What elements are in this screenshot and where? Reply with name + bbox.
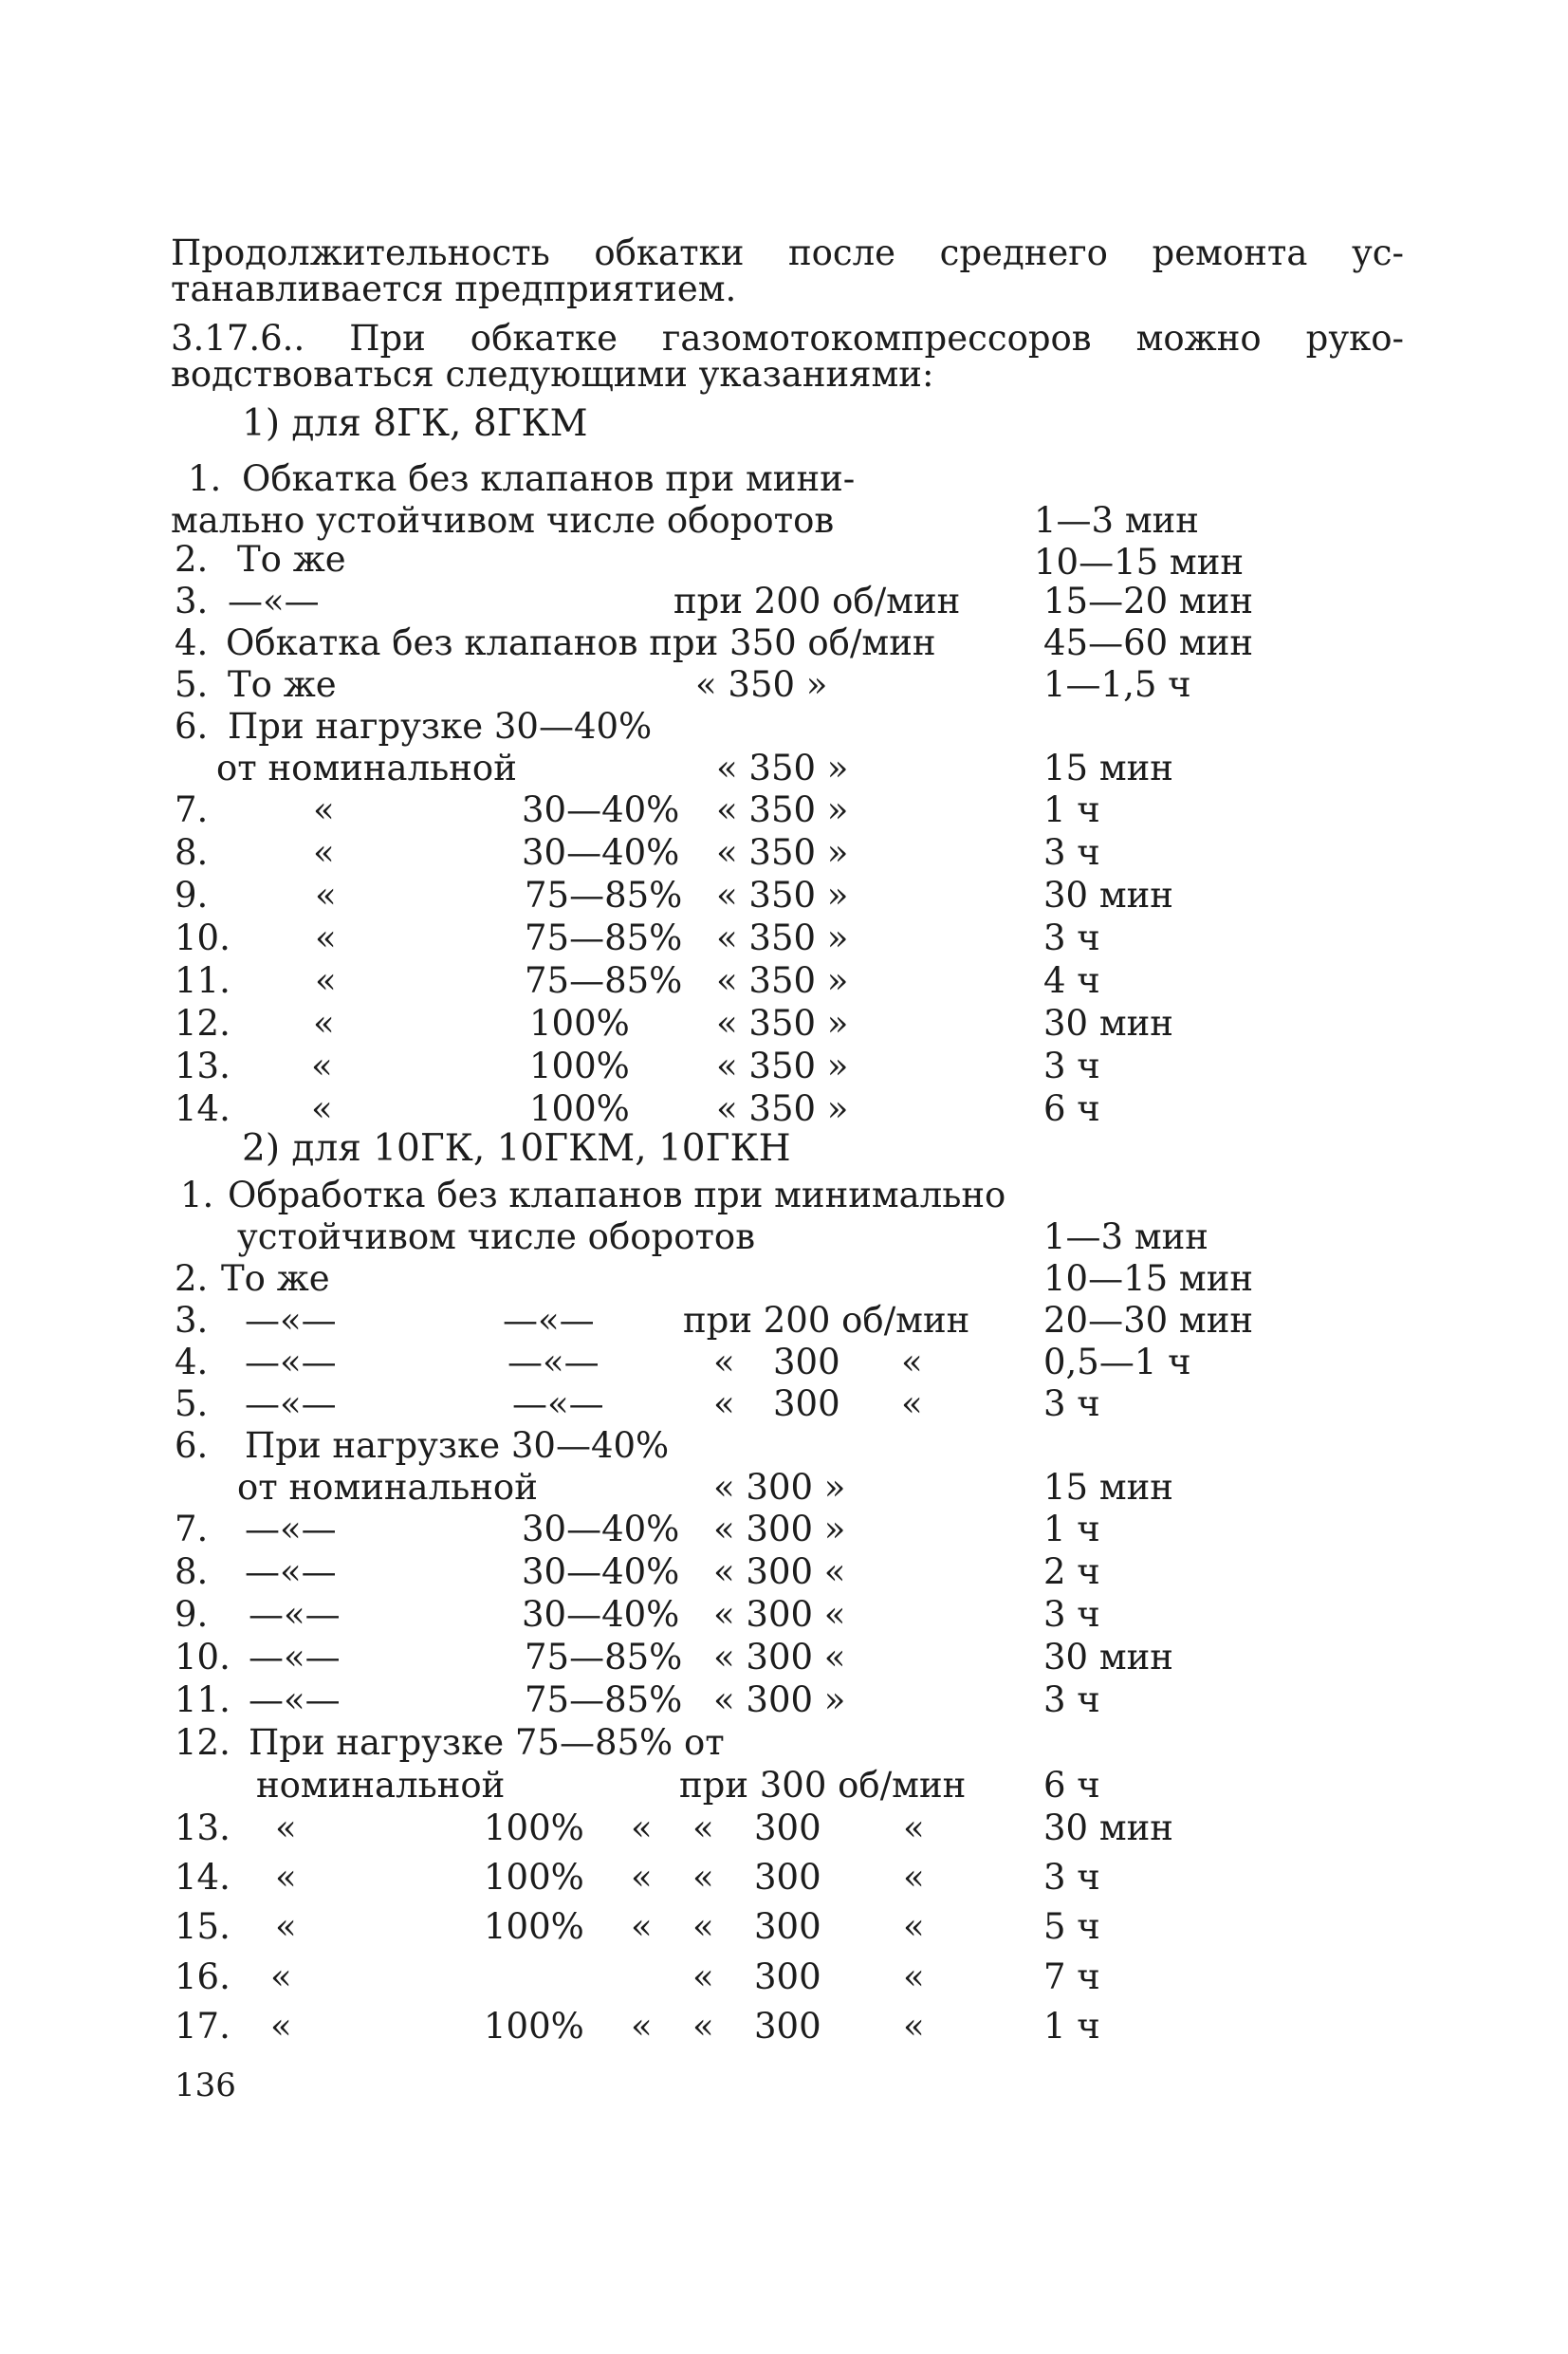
- row-ditto: —«—: [249, 1594, 341, 1635]
- row-time: 1 ч: [1043, 2006, 1100, 2047]
- intro-line: Продолжительность обкатки после среднего ремонта ус-: [171, 232, 1404, 273]
- row-rpm: « 350 »: [716, 789, 849, 830]
- row-load: 100%: [529, 1046, 630, 1086]
- row-load: 30—40%: [522, 1594, 680, 1635]
- row-time: 3 ч: [1043, 1046, 1100, 1086]
- row-description-cont: номинальной: [256, 1765, 506, 1806]
- row-quote-close: «: [903, 1807, 925, 1848]
- row-ditto: «: [313, 1003, 335, 1044]
- row-ditto: «: [315, 918, 337, 958]
- row-number: 9.: [175, 1594, 209, 1635]
- row-load: 75—85%: [525, 1679, 683, 1720]
- row-rpm: « 300 »: [713, 1679, 846, 1720]
- row-quote-open: «: [692, 2006, 714, 2047]
- row-rpm: 300: [754, 1906, 821, 1947]
- row-rpm: 300: [754, 1956, 821, 1997]
- row-rpm: « 350 »: [716, 918, 849, 958]
- row-rpm: « 350 »: [716, 832, 849, 873]
- row-number: 4.: [175, 1342, 209, 1382]
- row-ditto: «: [311, 1046, 333, 1086]
- row-description: При нагрузке 75—85% от: [249, 1722, 725, 1763]
- row-time: 1—1,5 ч: [1043, 664, 1191, 705]
- row-number: 3.: [175, 581, 209, 621]
- row-ditto: —«—: [503, 1300, 595, 1341]
- row-number: 16.: [175, 1956, 231, 1997]
- row-number: 5.: [175, 1383, 209, 1424]
- row-quote-close: «: [903, 1857, 925, 1898]
- row-time: 7 ч: [1043, 1956, 1100, 1997]
- row-load: 100%: [484, 1857, 584, 1898]
- row-time: 3 ч: [1043, 1594, 1100, 1635]
- row-time: 3 ч: [1043, 1383, 1100, 1424]
- row-time: 15—20 мин: [1043, 581, 1254, 621]
- row-number: 17.: [175, 2006, 231, 2047]
- row-quote-mid: «: [631, 1807, 653, 1848]
- row-quote-mid: «: [631, 1857, 653, 1898]
- row-time: 1 ч: [1043, 789, 1100, 830]
- row-quote-mid: «: [631, 1906, 653, 1947]
- row-number: 1.: [188, 458, 222, 499]
- row-rpm: « 350 »: [716, 1046, 849, 1086]
- row-ditto: —«—: [245, 1300, 337, 1341]
- row-number: 12.: [175, 1722, 231, 1763]
- row-ditto: «: [270, 1956, 292, 1997]
- row-rpm: « 300 »: [713, 1467, 846, 1508]
- row-rpm: « 350 »: [695, 664, 828, 705]
- row-time: 5 ч: [1043, 1906, 1100, 1947]
- row-ditto: —«—: [245, 1383, 337, 1424]
- row-rpm: « 300 «: [713, 1594, 846, 1635]
- row-time: 3 ч: [1043, 1679, 1100, 1720]
- row-time: 0,5—1 ч: [1043, 1342, 1191, 1382]
- row-rpm: при 200 об/мин: [683, 1300, 970, 1341]
- row-rpm: 300: [754, 2006, 821, 2047]
- row-time: 4 ч: [1043, 960, 1100, 1001]
- row-number: 11.: [175, 1679, 231, 1720]
- row-number: 14.: [175, 1857, 231, 1898]
- row-time: 15 мин: [1043, 1467, 1173, 1508]
- row-rpm: « 350 »: [716, 748, 849, 788]
- row-ditto: —«—: [245, 1509, 337, 1549]
- row-time: 1—3 мин: [1043, 1216, 1208, 1257]
- row-time: 30 мин: [1043, 1003, 1173, 1044]
- row-ditto: «: [313, 789, 335, 830]
- row-ditto: «: [315, 875, 337, 916]
- row-ditto: —«—: [507, 1342, 600, 1382]
- row-number: 1.: [180, 1175, 214, 1215]
- row-time: 3 ч: [1043, 918, 1100, 958]
- row-quote-open: «: [713, 1383, 735, 1424]
- row-time: 10—15 мин: [1043, 1258, 1254, 1299]
- row-number: 7.: [175, 1509, 209, 1549]
- row-number: 14.: [175, 1088, 231, 1129]
- row-load: 100%: [484, 2006, 584, 2047]
- row-number: 13.: [175, 1807, 231, 1848]
- row-number: 6.: [175, 1425, 209, 1466]
- row-time: 45—60 мин: [1043, 622, 1254, 663]
- row-ditto: —«—: [249, 1679, 341, 1720]
- intro-paragraph-2: [171, 318, 1404, 395]
- row-description: При нагрузке 30—40%: [228, 706, 653, 747]
- row-time: 1—3 мин: [1034, 500, 1199, 541]
- row-load: 100%: [484, 1807, 584, 1848]
- row-load: 30—40%: [522, 1509, 680, 1549]
- row-description: Обкатка без клапанов при мини-: [242, 458, 856, 499]
- row-rpm: 300: [754, 1807, 821, 1848]
- row-load: 100%: [529, 1088, 630, 1129]
- row-ditto: —«—: [245, 1342, 337, 1382]
- row-number: 15.: [175, 1906, 231, 1947]
- row-description-cont: мально устойчивом числе оборотов: [171, 500, 835, 541]
- row-rpm: « 300 «: [713, 1551, 846, 1592]
- row-description-cont: от номинальной: [237, 1467, 538, 1508]
- row-ditto: —«—: [245, 1551, 337, 1592]
- row-quote-open: «: [692, 1807, 714, 1848]
- row-number: 7.: [175, 789, 209, 830]
- row-quote-close: «: [903, 2006, 925, 2047]
- row-number: 9.: [175, 875, 209, 916]
- intro-paragraph-1: [171, 232, 1404, 309]
- row-time: 10—15 мин: [1034, 542, 1245, 583]
- row-ditto: «: [275, 1906, 297, 1947]
- row-number: 11.: [175, 960, 231, 1001]
- row-load: 75—85%: [525, 875, 683, 916]
- row-time: 15 мин: [1043, 748, 1173, 788]
- row-load: 30—40%: [522, 789, 680, 830]
- row-quote-open: «: [692, 1857, 714, 1898]
- row-description: При нагрузке 30—40%: [245, 1425, 670, 1466]
- row-time: 20—30 мин: [1043, 1300, 1254, 1341]
- row-quote-close: «: [903, 1956, 925, 1997]
- row-ditto: —«—: [512, 1383, 604, 1424]
- row-rpm: « 350 »: [716, 875, 849, 916]
- row-load: 75—85%: [525, 918, 683, 958]
- intro-line: танавливается предприятием.: [171, 269, 737, 309]
- row-number: 2.: [175, 1258, 209, 1299]
- row-load: 75—85%: [525, 960, 683, 1001]
- row-load: 30—40%: [522, 832, 680, 873]
- row-rpm: « 300 «: [713, 1637, 846, 1677]
- row-time: 2 ч: [1043, 1551, 1100, 1592]
- row-number: 8.: [175, 832, 209, 873]
- row-ditto: «: [275, 1807, 297, 1848]
- row-load: 30—40%: [522, 1551, 680, 1592]
- row-rpm: 300: [773, 1383, 840, 1424]
- row-time: 3 ч: [1043, 1857, 1100, 1898]
- row-ditto: «: [275, 1857, 297, 1898]
- row-quote-open: «: [692, 1906, 714, 1947]
- row-quote-close: «: [901, 1383, 923, 1424]
- row-time: 3 ч: [1043, 832, 1100, 873]
- row-ditto: «: [313, 832, 335, 873]
- page-number: 136: [175, 2067, 236, 2104]
- row-description: Обкатка без клапанов при 350 об/мин: [226, 622, 936, 663]
- row-number: 8.: [175, 1551, 209, 1592]
- row-quote-open: «: [692, 1956, 714, 1997]
- row-number: 5.: [175, 664, 209, 705]
- row-number: 13.: [175, 1046, 231, 1086]
- row-ditto: «: [270, 2006, 292, 2047]
- intro-line: водствоваться следующими указаниями:: [171, 354, 934, 395]
- intro-line: 3.17.6.. При обкатке газомотокомпрессоров можно руко-: [171, 318, 1404, 359]
- row-quote-close: «: [901, 1342, 923, 1382]
- row-number: 2.: [175, 539, 209, 580]
- row-number: 10.: [175, 1637, 231, 1677]
- row-description: То же: [237, 539, 346, 580]
- row-quote-mid: «: [631, 2006, 653, 2047]
- row-ditto: —«—: [228, 581, 320, 621]
- row-rpm: « 350 »: [716, 960, 849, 1001]
- row-description: Обработка без клапанов при минимально: [228, 1175, 1006, 1215]
- row-number: 10.: [175, 918, 231, 958]
- row-time: 6 ч: [1043, 1088, 1100, 1129]
- section-1-heading: 1) для 8ГК, 8ГКМ: [242, 402, 588, 445]
- row-rpm: « 300 »: [713, 1509, 846, 1549]
- row-quote-close: «: [903, 1906, 925, 1947]
- row-description-cont: от номинальной: [216, 748, 517, 788]
- row-description-cont: устойчивом числе оборотов: [237, 1216, 756, 1257]
- row-time: 30 мин: [1043, 875, 1173, 916]
- row-rpm: 300: [773, 1342, 840, 1382]
- row-ditto: —«—: [249, 1637, 341, 1677]
- row-load: 75—85%: [525, 1637, 683, 1677]
- row-load: 100%: [484, 1906, 584, 1947]
- row-rpm: « 350 »: [716, 1003, 849, 1044]
- section-2-heading: 2) для 10ГК, 10ГКМ, 10ГКН: [242, 1127, 791, 1170]
- row-time: 6 ч: [1043, 1765, 1100, 1806]
- row-ditto: «: [311, 1088, 333, 1129]
- row-description: То же: [228, 664, 337, 705]
- row-time: 1 ч: [1043, 1509, 1100, 1549]
- row-time: 30 мин: [1043, 1807, 1173, 1848]
- row-rpm: 300: [754, 1857, 821, 1898]
- row-number: 12.: [175, 1003, 231, 1044]
- row-description: То же: [221, 1258, 330, 1299]
- row-rpm: « 350 »: [716, 1088, 849, 1129]
- row-load: 100%: [529, 1003, 630, 1044]
- row-ditto: «: [315, 960, 337, 1001]
- row-rpm: при 300 об/мин: [679, 1765, 967, 1806]
- row-number: 6.: [175, 706, 209, 747]
- row-number: 4.: [175, 622, 209, 663]
- row-quote-open: «: [713, 1342, 735, 1382]
- row-rpm: при 200 об/мин: [673, 581, 961, 621]
- row-time: 30 мин: [1043, 1637, 1173, 1677]
- row-number: 3.: [175, 1300, 209, 1341]
